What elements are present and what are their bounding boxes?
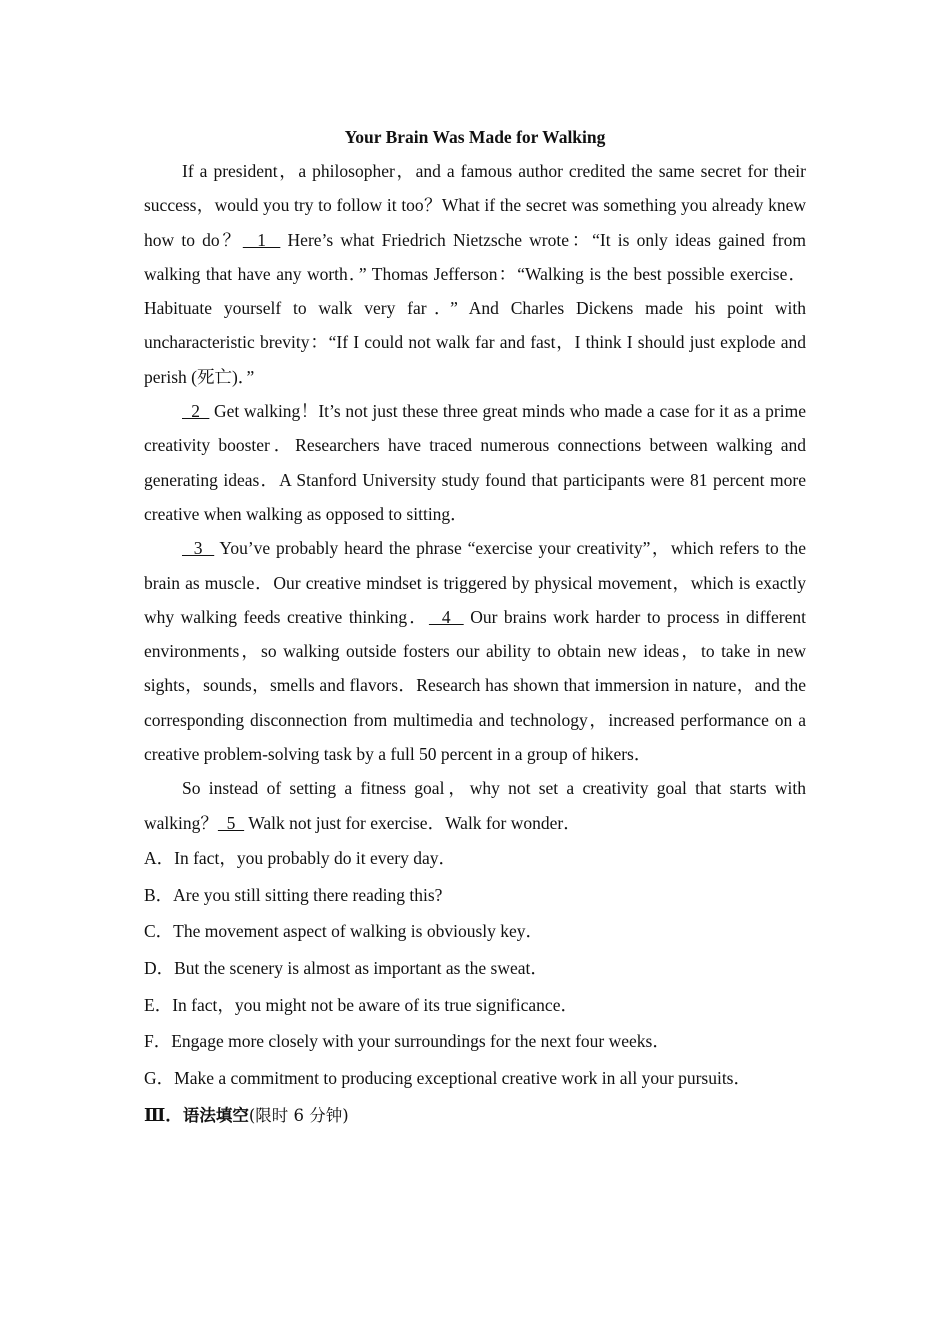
paragraph-4 bbox=[144, 771, 806, 840]
blank-5: 5 bbox=[217, 812, 245, 833]
option-f: F．Engage more closely with your surroundings for the next four weeks． bbox=[144, 1031, 670, 1052]
section-name: 语法填空 bbox=[182, 1105, 249, 1125]
paragraph-1 bbox=[144, 154, 806, 394]
option-b: B．Are you still sitting there reading this? bbox=[144, 884, 443, 905]
document-page bbox=[144, 120, 806, 1134]
paragraph-3-text-b: Our brains work harder to process in different environments，so walking outside fosters our ability to obtain new ideas，to take in new sights，sounds，smells and flavors．Research has shown that immersion in nature，and the corresponding disconnection from multimedia and technology，increased performance on a creative problem-solving task by a full 50 percent in a group of hikers． bbox=[144, 606, 806, 765]
section-time-limit: (限时 6 分钟) bbox=[248, 1105, 349, 1125]
option-a: A．In fact，you probably do it every day． bbox=[144, 847, 457, 868]
option-d: D．But the scenery is almost as important as the sweat． bbox=[144, 958, 548, 979]
paragraph-4-text-b: Walk not just for exercise．Walk for wonder． bbox=[244, 812, 581, 833]
section-heading bbox=[144, 1097, 806, 1134]
option-c: C．The movement aspect of walking is obviously key． bbox=[144, 921, 544, 942]
paragraph-4-text-a: So instead of setting a fitness goal，why not set a creativity goal that starts with walking？ bbox=[144, 778, 806, 833]
blank-4: 4 bbox=[428, 606, 464, 627]
section-number: Ⅲ． bbox=[144, 1104, 183, 1125]
article-title: Your Brain Was Made for Walking bbox=[344, 127, 606, 147]
option-g: G．Make a commitment to producing exceptional creative work in all your pursuits． bbox=[144, 1068, 751, 1089]
paragraph-3 bbox=[144, 531, 806, 771]
paragraph-2 bbox=[144, 394, 806, 531]
blank-2: 2 bbox=[182, 401, 210, 422]
paragraph-3-text-a: You’ve probably heard the phrase “exercise your creativity”，which refers to the brain as muscle．Our creative mindset is triggered by physical movement，which is exactly why walking feeds creative thinking． bbox=[144, 538, 806, 627]
blank-3: 3 bbox=[182, 538, 215, 559]
option-e: E．In fact，you might not be aware of its true significance． bbox=[144, 994, 578, 1015]
blank-1: 1 bbox=[242, 229, 281, 250]
paragraph-2-text: Get walking！It’s not just these three great minds who made a case for it as a prime creativity booster．Researchers have traced numerous connections between walking and generating ideas．A Stanford University study found that participants were 81 percent more creative when walking as opposed to sitting． bbox=[144, 401, 807, 524]
paragraph-1-text-a: If a president，a philosopher，and a famous author credited the same secret for their success，would you try to follow it too？What if the secret was something you already knew how to do？ bbox=[144, 161, 806, 250]
paragraph-1-text-b: Here’s what Friedrich Nietzsche wrote：“It is only ideas gained from walking that have any worth．” Thomas Jefferson：“Walking is the best possible exercise．Habituate yourself to walk very far．” And Charles Dickens made his point with uncharacteristic brevity：“If I could not walk far and fast，I think I should just explode and perish (死亡)．” bbox=[144, 229, 807, 387]
